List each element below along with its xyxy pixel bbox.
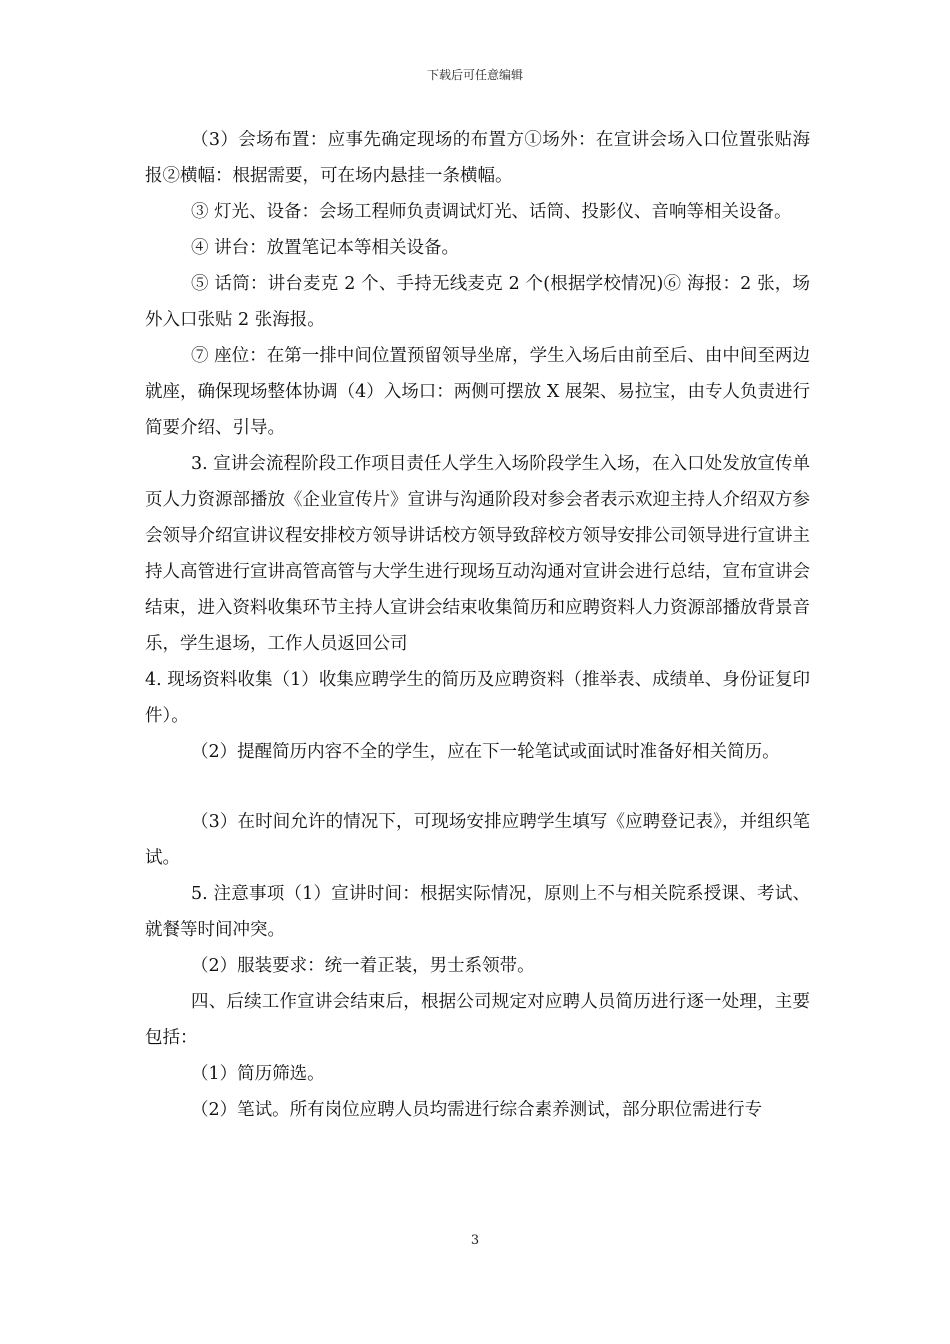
paragraph-seating: ⑦ 座位：在第一排中间位置预留领导坐席，学生入场后由前至后、由中间至两边就座，确保现场整体协调（4）入场口：两侧可摆放 X 展架、易拉宝，由专人负责进行简要介绍、引导。 <box>145 346 810 438</box>
paragraph-follow-up: 四、后续工作宣讲会结束后，根据公司规定对应聘人员简历进行逐一处理，主要包括： <box>145 992 810 1048</box>
document-body <box>145 122 810 1128</box>
paragraph-written-test: （2）笔试。所有岗位应聘人员均需进行综合素养测试，部分职位需进行专 <box>191 1100 763 1120</box>
paragraph-flow: 3. 宣讲会流程阶段工作项目责任人学生入场阶段学生入场，在入口处发放宣传单页人力资源部播放《企业宣传片》宣讲与沟通阶段对参会者表示欢迎主持人介绍双方参会领导介绍宣讲议程安排校方领导讲话校方领导致辞校方领导安排公司领导进行宣讲主持人高管进行宣讲高管高管与大学生进行现场互动沟通对宣讲会进行总结，宣布宣讲会结束，进入资料收集环节主持人宣讲会结束收集简历和应聘资料人力资源部播放背景音乐，学生退场，工作人员返回公司 <box>145 454 810 654</box>
page-header: 下载后可任意编辑 <box>426 68 523 82</box>
paragraph-reminder: （2）提醒简历内容不全的学生，应在下一轮笔试或面试时准备好相关简历。 <box>191 742 780 762</box>
paragraph-material-collection: 4. 现场资料收集（1）收集应聘学生的简历及应聘资料（推举表、成绩单、身份证复印件）。 <box>145 670 810 726</box>
paragraph-venue-layout: （3）会场布置：应事先确定现场的布置方①场外：在宣讲会场入口位置张贴海报②横幅：根据需要，可在场内悬挂一条横幅。 <box>145 130 810 186</box>
paragraph-notes-time: 5. 注意事项（1）宣讲时间：根据实际情况，原则上不与相关院系授课、考试、就餐等时间冲突。 <box>145 884 810 940</box>
paragraph-lighting: ③ 灯光、设备：会场工程师负责调试灯光、话筒、投影仪、音响等相关设备。 <box>191 202 792 222</box>
paragraph-resume-screening: （1）简历筛选。 <box>191 1064 325 1084</box>
paragraph-dress-code: （2）服装要求：统一着正装，男士系领带。 <box>191 956 535 976</box>
paragraph-registration-form: （3）在时间允许的情况下，可现场安排应聘学生填写《应聘登记表》，并组织笔试。 <box>145 812 810 868</box>
paragraph-microphones: ⑤ 话筒：讲台麦克 2 个、手持无线麦克 2 个(根据学校情况)⑥ 海报：2 张，场外入口张贴 2 张海报。 <box>145 274 810 330</box>
paragraph-spacer <box>145 770 810 804</box>
page-number: 3 <box>470 1233 480 1248</box>
paragraph-podium: ④ 讲台：放置笔记本等相关设备。 <box>191 238 460 258</box>
